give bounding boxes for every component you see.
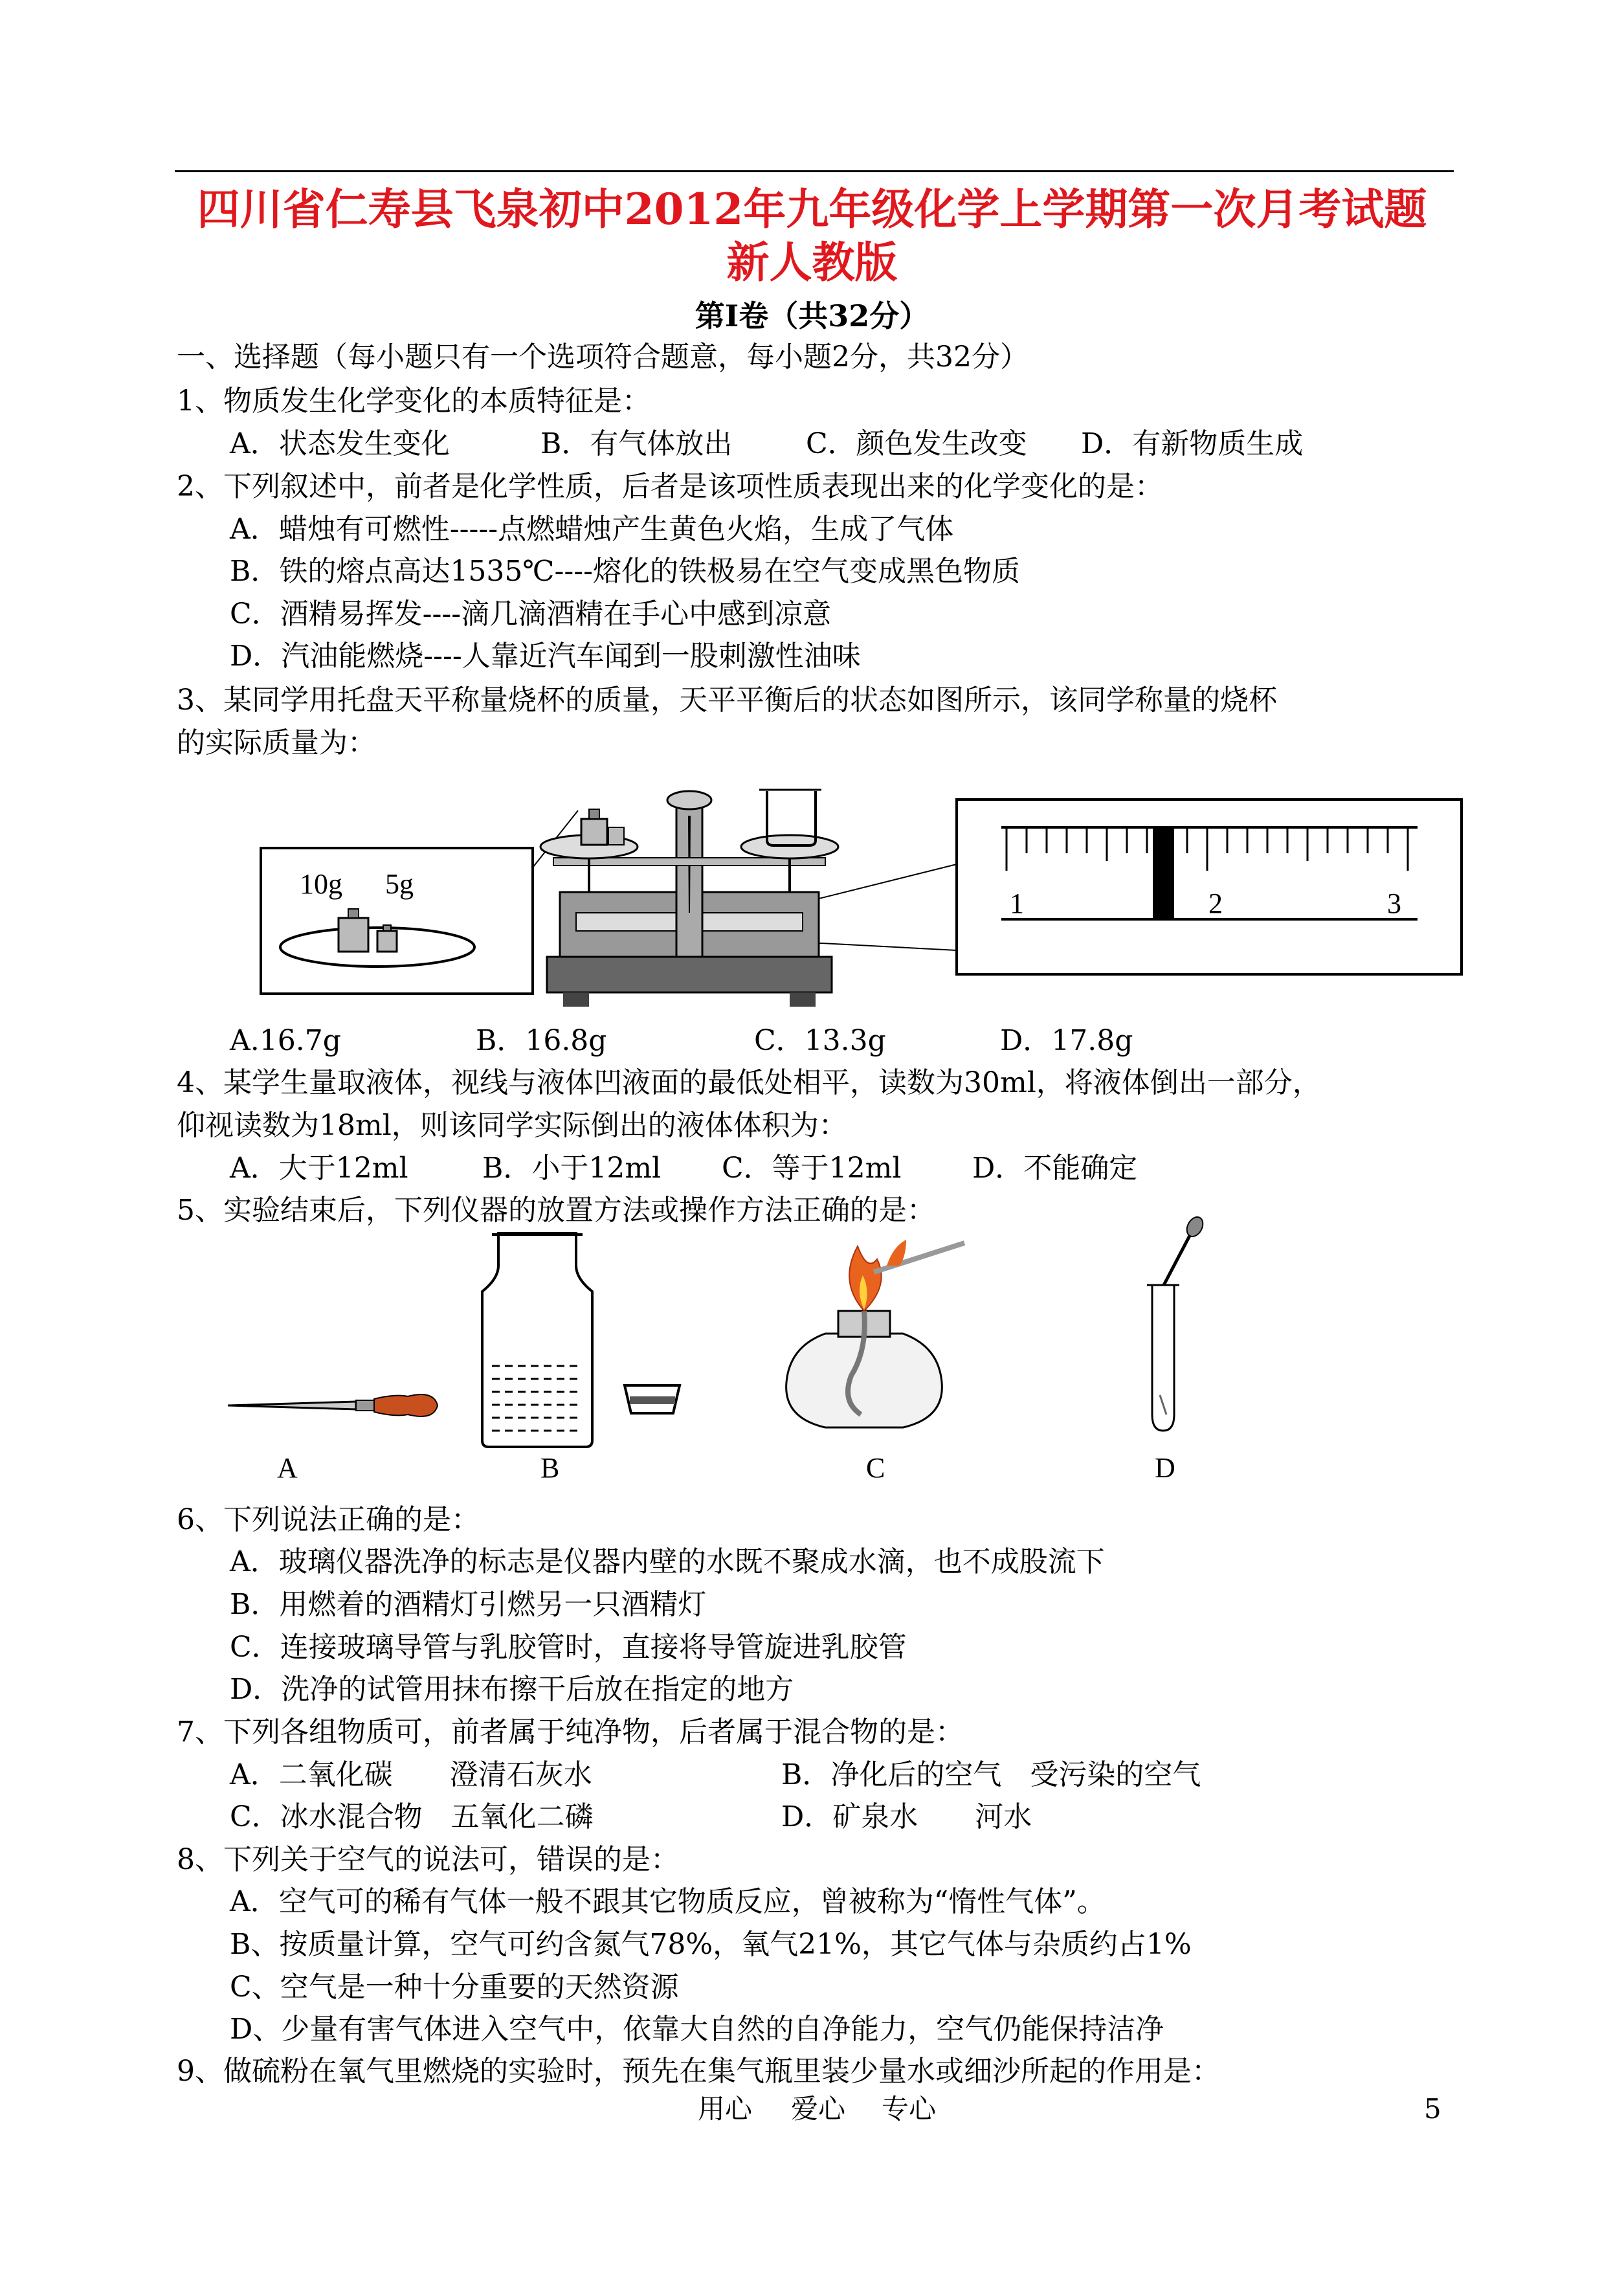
apparatus-figure	[220, 1220, 1269, 1492]
footer-slogan-3: 专心	[882, 2093, 937, 2125]
q7-option-c: C．冰水混合物 五氧化二磷	[230, 1800, 594, 1833]
q1-option-c: C．颜色发生改变	[806, 427, 1027, 460]
q8-option-c: C、空气是一种十分重要的天然资源	[230, 1971, 679, 2004]
q7-stem: 7、下列各组物质可，前者属于纯净物，后者属于混合物的是：	[177, 1716, 964, 1749]
footer-slogan-1: 用心	[698, 2093, 753, 2125]
q2-stem: 2、下列叙述中，前者是化学性质，后者是该项性质表现出来的化学变化的是：	[177, 470, 1163, 503]
reagent-bottle-icon	[482, 1233, 592, 1447]
q2-option-a: A．蜡烛有可燃性-----点燃蜡烛产生黄色火焰，生成了气体	[230, 513, 954, 546]
scale-inset-box	[957, 800, 1462, 974]
q4-option-a: A．大于12ml	[230, 1152, 408, 1185]
apparatus-label-d: D	[1155, 1452, 1175, 1484]
q8-option-b: B、按质量计算，空气可约含氮气78%，氧气21%，其它气体与杂质约占1%	[230, 1928, 1192, 1961]
scale-ticks	[1007, 827, 1408, 871]
footer-slogan-2: 爱心	[791, 2093, 846, 2125]
q4-option-b: B．小于12ml	[482, 1152, 662, 1185]
q2-option-c: C．酒精易挥发----滴几滴酒精在手心中感到凉意	[230, 598, 832, 631]
exam-title-line1: 四川省仁寿县飞泉初中2012年九年级化学上学期第一次月考试题	[197, 184, 1427, 234]
apparatus-label-c: C	[866, 1452, 885, 1484]
q9-stem: 9、做硫粉在氧气里燃烧的实验时，预先在集气瓶里装少量水或细沙所起的作用是：	[177, 2055, 1220, 2088]
q3-option-d: D．17.8g	[1000, 1024, 1133, 1057]
q4-option-c: C．等于12ml	[722, 1152, 902, 1185]
q1-stem: 1、物质发生化学变化的本质特征是：	[177, 385, 651, 418]
dropper-icon	[228, 1394, 438, 1416]
exam-title-line2: 新人教版	[726, 237, 898, 287]
q1-option-b: B．有气体放出	[540, 427, 733, 460]
q6-option-b: B．用燃着的酒精灯引燃另一只酒精灯	[230, 1588, 707, 1621]
q6-stem: 6、下列说法正确的是：	[177, 1503, 480, 1536]
scale-tick-label-1: 1	[1010, 888, 1024, 919]
q8-stem: 8、下列关于空气的说法可，错误的是：	[177, 1843, 679, 1876]
q1-option-a: A．状态发生变化	[230, 427, 450, 460]
q3-option-c: C．13.3g	[754, 1024, 886, 1057]
q5-stem: 5、实验结束后，下列仪器的放置方法或操作方法正确的是：	[177, 1194, 935, 1227]
volume-heading: 第Ⅰ卷（共32分）	[695, 298, 929, 333]
q2-option-b: B．铁的熔点高达1535℃----熔化的铁极易在空气变成黑色物质	[230, 555, 1020, 588]
header-rule	[175, 170, 1454, 172]
scale-tick-label-2: 2	[1208, 888, 1223, 919]
alcohol-lamp-icon	[786, 1240, 964, 1427]
weight-label-5g: 5g	[385, 868, 414, 900]
q1-option-d: D．有新物质生成	[1081, 427, 1304, 460]
q4-stem-line2: 仰视读数为18ml，则该同学实际倒出的液体体积为：	[177, 1109, 847, 1142]
scale-tick-label-3: 3	[1387, 888, 1401, 919]
q2-option-d: D．汽油能燃烧----人靠近汽车闻到一股刺激性油味	[230, 640, 861, 673]
apparatus-label-b: B	[540, 1452, 560, 1484]
q7-option-a: A．二氧化碳 澄清石灰水	[230, 1758, 592, 1791]
q4-option-d: D．不能确定	[972, 1152, 1138, 1185]
q3-stem-line1: 3、某同学用托盘天平称量烧杯的质量，天平平衡后的状态如图所示，该同学称量的烧杯	[177, 684, 1277, 717]
q7-option-d: D．矿泉水 河水	[781, 1800, 1032, 1833]
balance-figure	[256, 783, 1466, 1023]
apparatus-label-a: A	[277, 1452, 298, 1484]
q8-option-d: D、少量有害气体进入空气中，依靠大自然的自净能力，空气仍能保持洁净	[230, 2013, 1164, 2046]
q6-option-d: D．洗净的试管用抹布擦干后放在指定的地方	[230, 1673, 794, 1706]
q3-stem-line2: 的实际质量为：	[177, 726, 376, 759]
balance-icon	[540, 790, 838, 1007]
rider-marker	[1153, 827, 1174, 919]
test-tube-dropper-icon	[1147, 1214, 1206, 1431]
weight-label-10g: 10g	[300, 868, 342, 900]
q6-option-a: A．玻璃仪器洗净的标志是仪器内壁的水既不聚成水滴，也不成股流下	[230, 1545, 1105, 1578]
weight-10g-icon	[339, 909, 368, 952]
page-number: 5	[1424, 2093, 1441, 2125]
q6-option-c: C．连接玻璃导管与乳胶管时，直接将导管旋进乳胶管	[230, 1631, 907, 1664]
q4-stem-line1: 4、某学生量取液体，视线与液体凹液面的最低处相平，读数为30ml，将液体倒出一部分，	[177, 1066, 1321, 1099]
q3-option-a: A.16.7g	[230, 1024, 341, 1057]
q7-option-b: B．净化后的空气 受污染的空气	[781, 1758, 1201, 1791]
q3-option-b: B．16.8g	[476, 1024, 607, 1057]
q8-option-a: A．空气可的稀有气体一般不跟其它物质反应，曾被称为“惰性气体”。	[230, 1885, 1106, 1918]
bottle-stopper-icon	[625, 1385, 680, 1413]
section-heading: 一、选择题（每小题只有一个选项符合题意，每小题2分，共32分）	[177, 341, 1029, 374]
